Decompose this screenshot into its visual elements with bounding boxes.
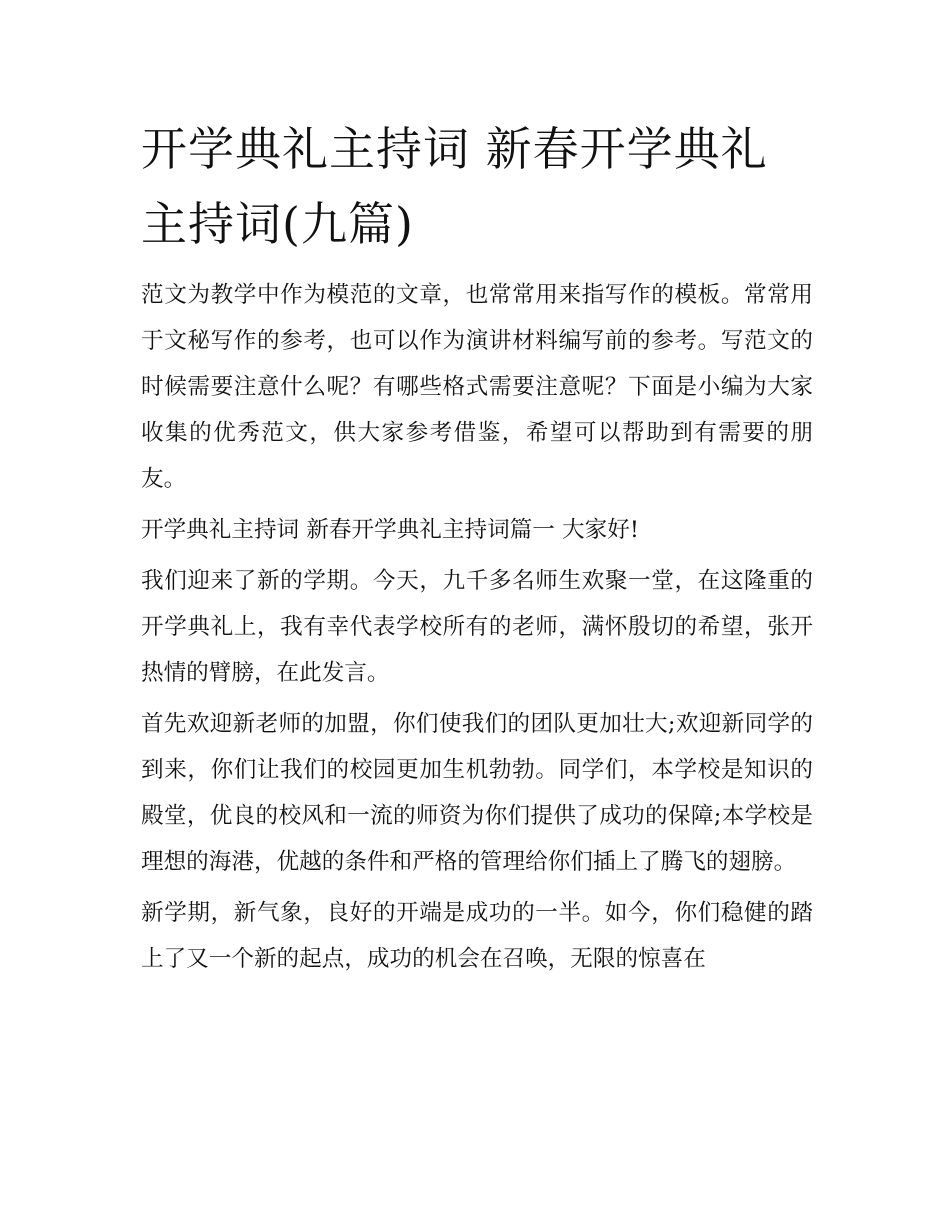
paragraph-intro: 范文为教学中作为模范的文章，也常常用来指写作的模板。常常用于文秘写作的参考，也可以作为演讲材料编写前的参考。写范文的时候需要注意什么呢？有哪些格式需要注意呢？下面是小编为大家收集的优秀范文，供大家参考借鉴，希望可以帮助到有需要的朋友。 (141, 282, 813, 492)
document-body (141, 272, 813, 982)
document-title: 开学典礼主持词 新春开学典礼主持词(九篇) (141, 122, 768, 251)
paragraph-new-start: 新学期，新气象，良好的开端是成功的一半。如今，你们稳健的踏上了又一个新的起点，成功的机会在召唤，无限的惊喜在 (141, 900, 813, 972)
paragraph-new-semester: 我们迎来了新的学期。今天，九千多名师生欢聚一堂，在这隆重的开学典礼上，我有幸代表学校所有的老师，满怀殷切的希望，张开热情的臂膀，在此发言。 (141, 568, 813, 686)
paragraph-heading-greeting: 开学典礼主持词 新春开学典礼主持词篇一 大家好! (141, 517, 639, 543)
paragraph-welcome: 首先欢迎新老师的加盟，你们使我们的团队更加壮大;欢迎新同学的到来，你们让我们的校园更加生机勃勃。同学们，本学校是知识的殿堂，优良的校风和一流的师资为你们提供了成功的保障;本学校是理想的海港，优越的条件和严格的管理给你们插上了腾飞的翅膀。 (141, 711, 813, 875)
document-page (141, 112, 813, 987)
